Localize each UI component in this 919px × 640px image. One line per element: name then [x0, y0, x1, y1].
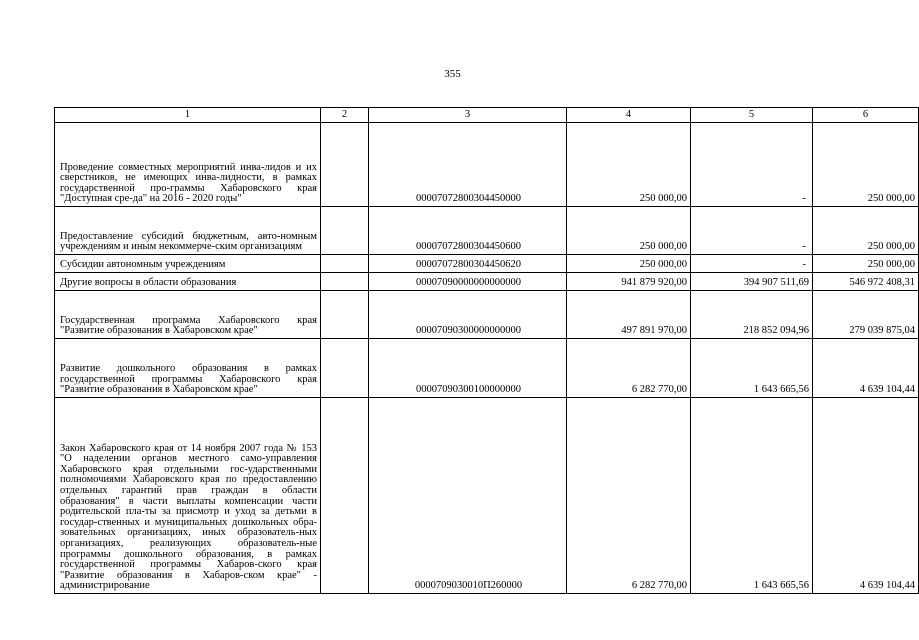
page-number: 355 [444, 68, 461, 80]
row-value-6: 250 000,00 [813, 123, 919, 207]
row-value-4: 497 891 970,00 [567, 291, 691, 339]
header-row [55, 108, 919, 123]
column-header-1: 1 [55, 108, 321, 123]
table-row [55, 291, 919, 339]
row-name: Проведение совместных мероприятий инва-лидов и их сверстников, не имеющих инва-лидности, в рамках государственной про-граммы Хабаровского края "Доступная сре-да" на 2016 - 2020 годы" [55, 123, 321, 207]
row-value-5: - [691, 207, 813, 255]
row-code: 00007072800304450600 [369, 207, 567, 255]
row-value-5: 394 907 511,69 [691, 273, 813, 291]
row-value-5: - [691, 123, 813, 207]
row-value-6: 250 000,00 [813, 207, 919, 255]
column-header-5: 5 [691, 108, 813, 123]
column-header-2: 2 [321, 108, 369, 123]
row-value-6: 546 972 408,31 [813, 273, 919, 291]
row-value-5: - [691, 255, 813, 273]
row-name: Развитие дошкольного образования в рамках государственной программы Хабаровского края "Развитие образования в Хабаровском крае" [55, 339, 321, 398]
row-col2 [321, 273, 369, 291]
row-name: Закон Хабаровского края от 14 ноября 2007 года № 153 "О наделении органов местного само-управления Хабаровского края отдельными гос-ударственными полномочиями Хабаровского края по предоставлению отдельных гарантий прав граждан в области образования" в части выплаты компенсации части родительской пла-ты за присмотр и уход за детьми в государ-ственных и муниципальных дошкольных обра-зовательных организациях, иных образователь-ных организациях, реализующих образователь-ные программы дошкольного образования, в рамках государственной программы Хабаров-ского края "Развитие образования в Хабаров-ском крае" - администрирование [55, 398, 321, 594]
row-name: Предоставление субсидий бюджетным, авто-номным учреждениям и иным некоммерче-ским организациям [55, 207, 321, 255]
row-code: 00007090000000000000 [369, 273, 567, 291]
row-col2 [321, 207, 369, 255]
table-row [55, 398, 919, 594]
row-value-6: 4 639 104,44 [813, 398, 919, 594]
row-name: Другие вопросы в области образования [55, 273, 321, 291]
table-row [55, 255, 919, 273]
row-value-6: 4 639 104,44 [813, 339, 919, 398]
row-value-4: 250 000,00 [567, 123, 691, 207]
row-value-4: 6 282 770,00 [567, 398, 691, 594]
budget-table [54, 107, 919, 594]
column-header-3: 3 [369, 108, 567, 123]
row-col2 [321, 398, 369, 594]
row-value-6: 250 000,00 [813, 255, 919, 273]
row-value-4: 250 000,00 [567, 255, 691, 273]
row-name: Государственная программа Хабаровского края "Развитие образования в Хабаровском крае" [55, 291, 321, 339]
table-row [55, 207, 919, 255]
column-header-4: 4 [567, 108, 691, 123]
row-code: 00007072800304450000 [369, 123, 567, 207]
row-value-4: 6 282 770,00 [567, 339, 691, 398]
row-code: 00007090300100000000 [369, 339, 567, 398]
row-col2 [321, 123, 369, 207]
row-code: 00007090300000000000 [369, 291, 567, 339]
row-value-5: 218 852 094,96 [691, 291, 813, 339]
table-row [55, 273, 919, 291]
table-row [55, 339, 919, 398]
column-header-6: 6 [813, 108, 919, 123]
row-name: Субсидии автономным учреждениям [55, 255, 321, 273]
row-value-5: 1 643 665,56 [691, 339, 813, 398]
table-row [55, 123, 919, 207]
row-code: 00007072800304450620 [369, 255, 567, 273]
row-value-4: 941 879 920,00 [567, 273, 691, 291]
row-value-5: 1 643 665,56 [691, 398, 813, 594]
row-code: 0000709030010П260000 [369, 398, 567, 594]
row-col2 [321, 291, 369, 339]
row-col2 [321, 339, 369, 398]
row-col2 [321, 255, 369, 273]
row-value-6: 279 039 875,04 [813, 291, 919, 339]
row-value-4: 250 000,00 [567, 207, 691, 255]
